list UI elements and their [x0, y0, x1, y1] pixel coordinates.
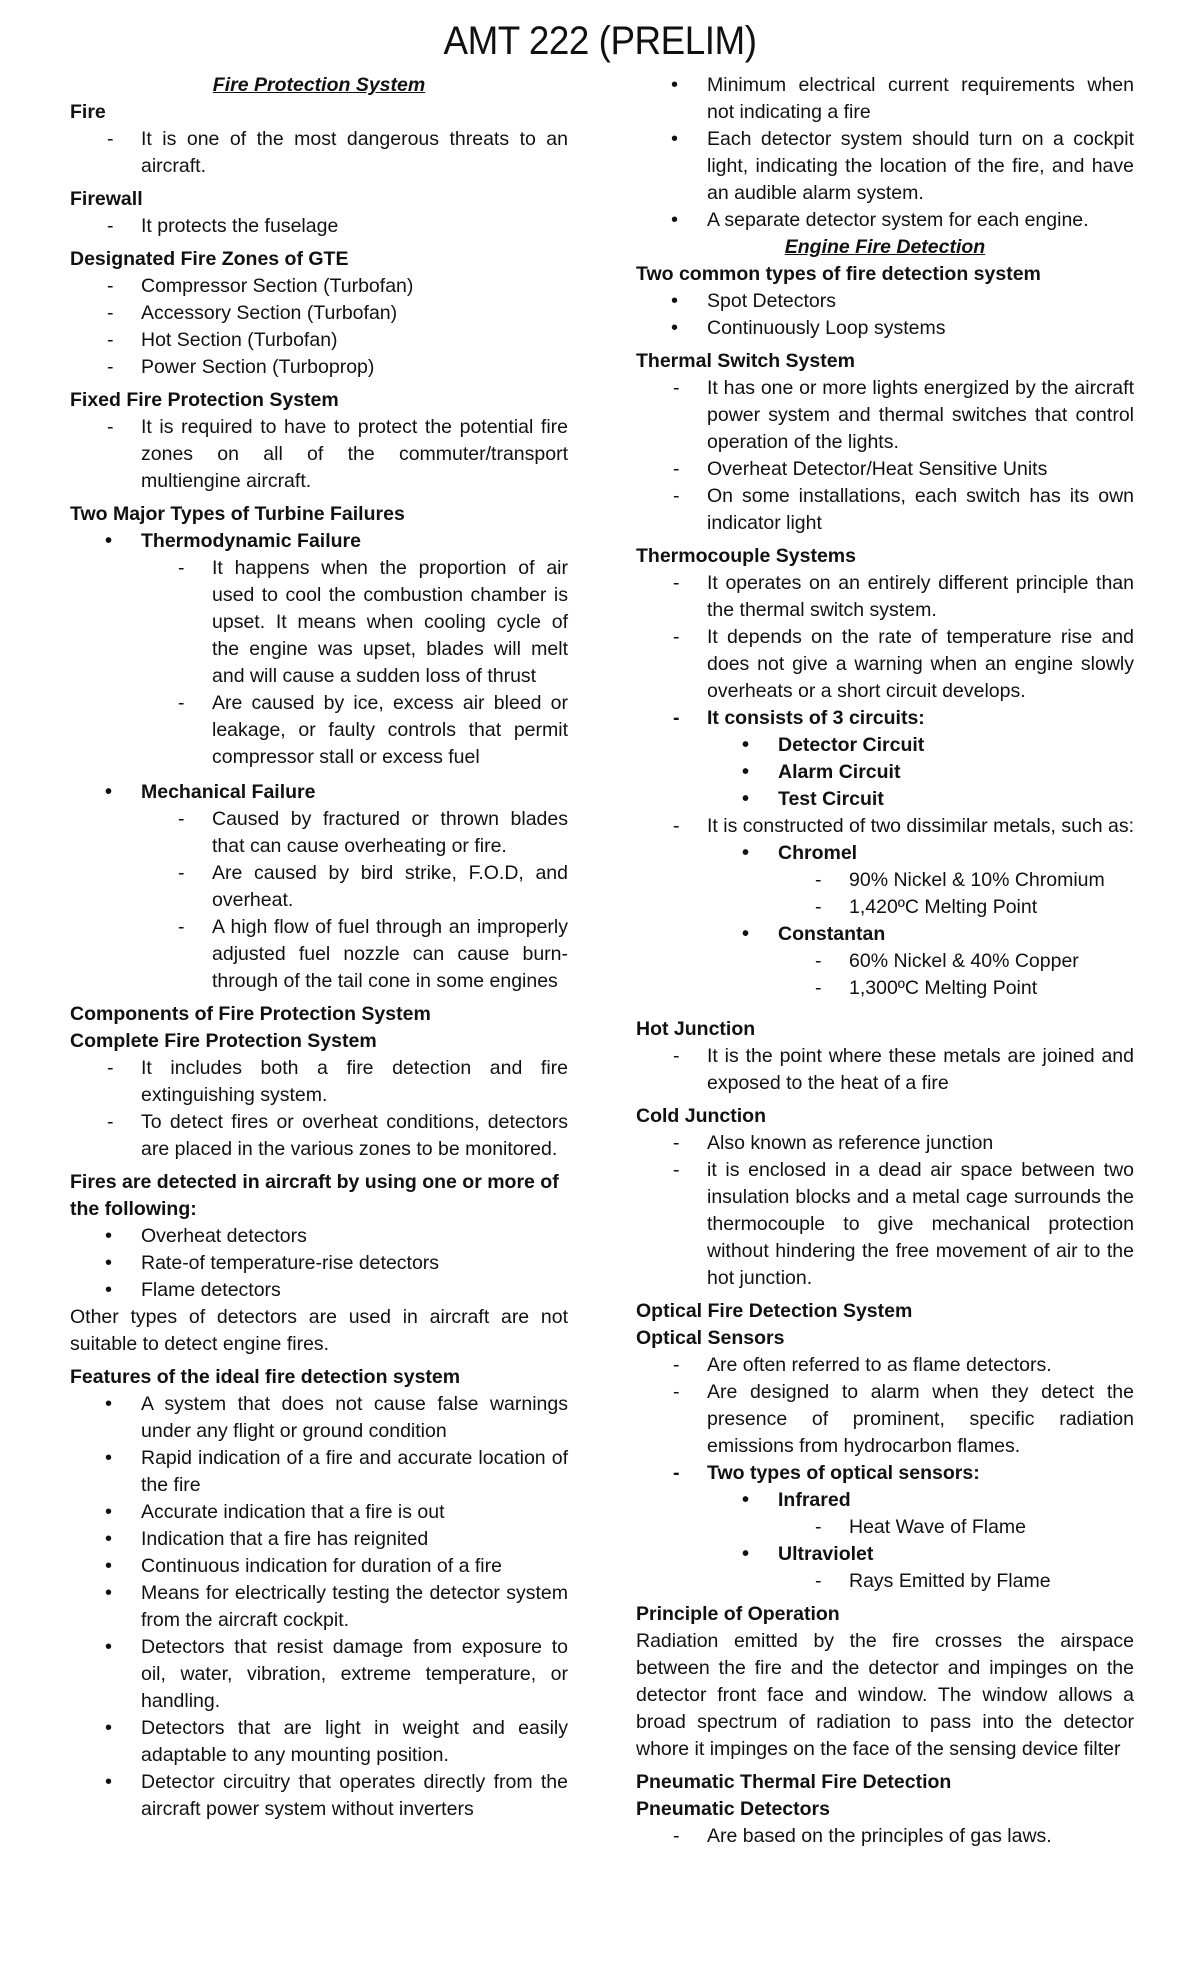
components-list	[70, 1055, 568, 1163]
thermodynamic-sublist	[70, 555, 568, 771]
pneumatic-list	[636, 1823, 1134, 1850]
heading-turbine-failures: Two Major Types of Turbine Failures	[70, 503, 405, 525]
heading-components: Components of Fire Protection System	[70, 1003, 431, 1025]
list-item: - It has one or more lights energized by the aircraft power system and thermal switches that control operation of the lights.	[636, 375, 1134, 456]
list-item: • Continuous indication for duration of a fire	[70, 1553, 568, 1580]
principle-text: Radiation emitted by the fire crosses the airspace between the fire and the detector and impinges on the detector front face and window. The window allows a broad spectrum of radiation to pass into the detector whore it impinges on the face of the sensing device filter	[636, 1630, 1134, 1760]
heading-cold-junction: Cold Junction	[636, 1105, 766, 1127]
list-item: - Overheat Detector/Heat Sensitive Units	[636, 456, 1134, 483]
constantan-bullet	[636, 921, 1134, 948]
list-item: - It is the point where these metals are joined and exposed to the heat of a fire	[636, 1043, 1134, 1097]
chromel-sublist	[636, 867, 1134, 921]
ultraviolet-sublist	[636, 1568, 1134, 1595]
fixed-list	[70, 414, 568, 495]
failures-list	[70, 528, 568, 555]
list-item: - Hot Section (Turbofan)	[70, 327, 568, 354]
failures-list-2	[70, 779, 568, 806]
types-label: Two types of optical sensors:	[707, 1462, 980, 1484]
list-item: - To detect fires or overheat conditions, detectors are placed in the various zones to be monitored.	[70, 1109, 568, 1163]
list-item: • Overheat detectors	[70, 1223, 568, 1250]
thermal-switch-list	[636, 375, 1134, 537]
list-item: - Are based on the principles of gas laws.	[636, 1823, 1134, 1850]
firewall-list	[70, 213, 568, 240]
list-item: - Compressor Section (Turbofan)	[70, 273, 568, 300]
heading-fire: Fire	[70, 101, 106, 123]
list-item: • Chromel	[707, 840, 1134, 867]
list-item-types	[636, 1460, 1134, 1487]
heading-optical-sensors: Optical Sensors	[636, 1327, 785, 1349]
heading-principle: Principle of Operation	[636, 1603, 840, 1625]
list-item: • Infrared	[707, 1487, 1134, 1514]
list-item-metals: - It is constructed of two dissimilar metals, such as:	[636, 813, 1134, 840]
chromel-bullet	[636, 840, 1134, 867]
list-item: • Rate-of temperature-rise detectors	[70, 1250, 568, 1277]
list-item: - 90% Nickel & 10% Chromium	[778, 867, 1134, 894]
heading-thermal-switch: Thermal Switch System	[636, 350, 855, 372]
mechanical-sublist	[70, 806, 568, 995]
infrared-sublist	[636, 1514, 1134, 1541]
infrared-bullet	[636, 1487, 1134, 1514]
detected-note: Other types of detectors are used in aircraft are not suitable to detect engine fires.	[70, 1306, 568, 1355]
list-item: - it is enclosed in a dead air space between two insulation blocks and a metal cage surrounds the thermocouple to give mechanical protection without hindering the free movement of air to the hot junction.	[636, 1157, 1134, 1292]
list-item: • Detectors that resist damage from exposure to oil, water, vibration, extreme temperature, or handling.	[70, 1634, 568, 1715]
list-item-circuits	[636, 705, 1134, 732]
ultraviolet-bullet	[636, 1541, 1134, 1568]
list-item: • Continuously Loop systems	[636, 315, 1134, 342]
heading-fixed-fire-protection: Fixed Fire Protection System	[70, 389, 339, 411]
list-item: • Ultraviolet	[707, 1541, 1134, 1568]
features-list	[70, 1391, 568, 1823]
cold-junction-list	[636, 1130, 1134, 1292]
list-item: • Test Circuit	[707, 786, 1134, 813]
list-item: • Alarm Circuit	[707, 759, 1134, 786]
heading-pneumatic: Pneumatic Thermal Fire Detection	[636, 1771, 952, 1793]
optical-list	[636, 1352, 1134, 1487]
detected-list	[70, 1223, 568, 1304]
list-item: - Are often referred to as flame detectors.	[636, 1352, 1134, 1379]
list-item: • Means for electrically testing the detector system from the aircraft cockpit.	[70, 1580, 568, 1634]
list-item: - Are caused by bird strike, F.O.D, and overheat.	[141, 860, 568, 914]
heading-optical: Optical Fire Detection System	[636, 1300, 913, 1322]
heading-common-types: Two common types of fire detection system	[636, 263, 1041, 285]
right-column	[636, 72, 1134, 1850]
circuits-label: It consists of 3 circuits:	[707, 707, 925, 729]
left-column	[70, 72, 568, 1823]
list-item: - Heat Wave of Flame	[778, 1514, 1134, 1541]
list-item: • Indication that a fire has reignited	[70, 1526, 568, 1553]
list-item: • Detector circuitry that operates directly from the aircraft power system without inverters	[70, 1769, 568, 1823]
list-item: - Also known as reference junction	[636, 1130, 1134, 1157]
heading-fire-zones: Designated Fire Zones of GTE	[70, 248, 349, 270]
list-item: - 1,300ºC Melting Point	[778, 975, 1134, 1002]
fire-list	[70, 126, 568, 180]
list-item: - It includes both a fire detection and fire extinguishing system.	[70, 1055, 568, 1109]
list-item: - On some installations, each switch has its own indicator light	[636, 483, 1134, 537]
list-item: - A high flow of fuel through an improperly adjusted fuel nozzle can cause burn-through of the tail cone in some engines	[141, 914, 568, 995]
list-item: • Detector Circuit	[707, 732, 1134, 759]
list-item: • Rapid indication of a fire and accurate location of the fire	[70, 1445, 568, 1499]
list-item: - It operates on an entirely different principle than the thermal switch system.	[636, 570, 1134, 624]
list-item: • Accurate indication that a fire is out	[70, 1499, 568, 1526]
heading-firewall: Firewall	[70, 188, 143, 210]
list-item: • Spot Detectors	[636, 288, 1134, 315]
thermocouple-list	[636, 570, 1134, 732]
list-item: - It is required to have to protect the potential fire zones on all of the commuter/transport multiengine aircraft.	[70, 414, 568, 495]
list-item: • A separate detector system for each engine.	[636, 207, 1134, 234]
circuits-sublist	[636, 732, 1134, 813]
heading-ideal-features: Features of the ideal fire detection system	[70, 1366, 461, 1388]
heading-complete-fire-protection: Complete Fire Protection System	[70, 1030, 377, 1052]
list-item: - Are designed to alarm when they detect the presence of prominent, specific radiation emissions from hydrocarbon flames.	[636, 1379, 1134, 1460]
bullet-label: Mechanical Failure	[141, 781, 316, 803]
section-title-engine-fire-detection: Engine Fire Detection	[784, 236, 986, 258]
hot-junction-list	[636, 1043, 1134, 1097]
heading-fires-detected: Fires are detected in aircraft by using one or more of the following:	[70, 1171, 559, 1220]
common-types-list	[636, 288, 1134, 342]
list-item: • Flame detectors	[70, 1277, 568, 1304]
list-item: • Minimum electrical current requirements when not indicating a fire	[636, 72, 1134, 126]
list-item-thermodynamic	[70, 528, 568, 555]
list-item-mechanical	[70, 779, 568, 806]
list-item: - It protects the fuselage	[70, 213, 568, 240]
heading-hot-junction: Hot Junction	[636, 1018, 756, 1040]
features-continued-list	[636, 72, 1134, 234]
list-item: • Constantan	[707, 921, 1134, 948]
constantan-sublist	[636, 948, 1134, 1002]
list-item: - Caused by fractured or thrown blades that can cause overheating or fire.	[141, 806, 568, 860]
list-item: • A system that does not cause false warnings under any flight or ground condition	[70, 1391, 568, 1445]
list-item: • Each detector system should turn on a cockpit light, indicating the location of the fire, and have an audible alarm system.	[636, 126, 1134, 207]
list-item: - 1,420ºC Melting Point	[778, 894, 1134, 921]
list-item: - It depends on the rate of temperature rise and does not give a warning when an engine slowly overheats or a short circuit develops.	[636, 624, 1134, 705]
list-item: • Detectors that are light in weight and easily adaptable to any mounting position.	[70, 1715, 568, 1769]
heading-thermocouple: Thermocouple Systems	[636, 545, 856, 567]
heading-pneumatic-detectors: Pneumatic Detectors	[636, 1798, 830, 1820]
metals-list	[636, 813, 1134, 840]
page-title: AMT 222 (PRELIM)	[443, 19, 757, 63]
list-item: - Power Section (Turboprop)	[70, 354, 568, 381]
list-item: - Are caused by ice, excess air bleed or leakage, or faulty controls that permit compressor stall or excess fuel	[141, 690, 568, 771]
list-item: - It happens when the proportion of air used to cool the combustion chamber is upset. It means when cooling cycle of the engine was upset, blades will melt and will cause a sudden loss of thrust	[141, 555, 568, 690]
bullet-label: Thermodynamic Failure	[141, 530, 361, 552]
list-item: - Accessory Section (Turbofan)	[70, 300, 568, 327]
list-item: - Rays Emitted by Flame	[778, 1568, 1134, 1595]
section-title-fire-protection: Fire Protection System	[212, 74, 426, 96]
fire-zones-list	[70, 273, 568, 381]
list-item: - It is one of the most dangerous threats to an aircraft.	[70, 126, 568, 180]
list-item: - 60% Nickel & 40% Copper	[778, 948, 1134, 975]
